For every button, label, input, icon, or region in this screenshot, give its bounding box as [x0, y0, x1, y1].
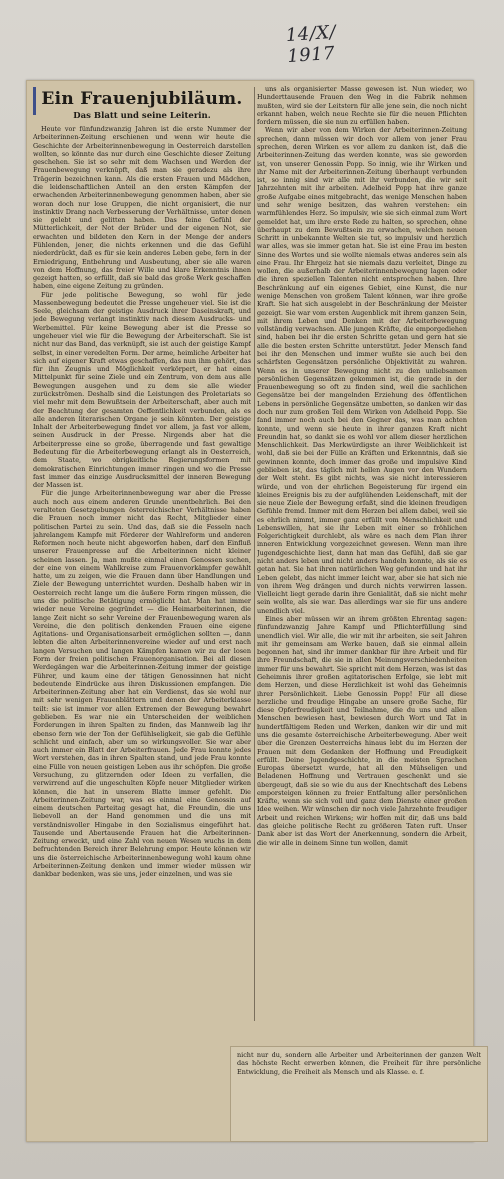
- column-rule: [254, 87, 255, 1021]
- handwritten-date: 14/X/ 1917: [285, 21, 337, 68]
- article-title: Ein Frauenjubiläum.: [41, 89, 243, 109]
- closing-paragraph: nicht nur du, sondern alle Arbeiter und Arbeiterinnen der ganzen Welt das höchste Recht erwerben können, die Freiheit für ihre persönliche Entwicklung, die Freiheit als Mensch und als Klasse. e. f.: [237, 1051, 481, 1076]
- article-subtitle: Das Blatt und seine Leiterin.: [73, 111, 211, 121]
- paragraph: Für die junge Arbeiterinnenbewegung war aber die Presse auch noch aus einem anderen Grunde unentbehrlich. Bei den veralteten Gesetzgebungen österreichischer Verhältnisse haben die Frauen noch immer nicht das Recht, Mitglieder einer politischen Partei zu sein. Und das, daß sie die Fesseln nach jahrelangem Kampfe mit Förderer der Wahlreform und anderen Reformen noch heute nicht abgeworfen haben, darf den Einfluß unserer Frauenpresse auf die Arbeiterinnen nicht kleiner scheinen lassen. Ja, man mußte einmal einen Genossen suchen, der eine von einem Wahlkreise zum Frauenvorkämpfer gewählt hatte, um zu zeigen, wie die Frauen dann über Handlungen und Ziele der Bewegung unterrichtet wurden. Deshalb haben wir in Oesterreich recht lange um die äußere Form ringen müssen, die uns die politische Betätigung ermöglicht hat. Man hat immer wieder neue Vereine gegründet — die Heimarbeiterinnen, die lange Zeit nicht so sehr Vereine der Frauenbewegung waren als Vereine, die den politisch denkenden Frauen eine eigene Agitations- und Organisationsarbeit ermöglichen sollten —, dann lebten die alten Arbeiterinnenvereine wieder auf und erst nach langen Versuchen und langen Kämpfen kamen wir zu der losen Form der freien politischen Frauenorganisation. Bei all diesen Werdegängen war die Arbeiterinnen-Zeitung immer der geistige Führer, und kaum eine der tätigen Genossinnen hat nicht bedeutende Eindrücke aus ihren Diskussionen empfangen. Die Arbeiterinnen-Zeitung aber hat ein Verdienst, das sie wohl nur mit sehr wenigen Frauenblättern und denen der Arbeiterklasse teilt: sie ist immer vor allen Extremen der Bewegung bewahrt geblieben. Es war nie ein Unterscheiden der weiblichen Forderungen in ihren Spalten zu finden, das Mannweib lag ihr ebenso fern wie der Ton der Gefühlseligkeit, sie gab die Gefühle schlicht und einfach, aber um so wirkungsvoller. Sie war aber auch immer ein Blatt der Arbeiterfrauen. Jede Frau konnte jedes Wort verstehen, das in ihren Spalten stand, und jede Frau konnte eine Fülle von neuen geistigen Leben aus ihr schöpfen. Die große Versuchung, zu glitzernden oder Ideen zu verfallen, die verwirrend auf die ungeschulten Köpfe neuer Mitglieder wirken können, die hat in unserem Blatte immer gefehlt. Die Arbeiterinnen-Zeitung war, was es einmal eine Genossin auf einem deutschen Parteitag gesagt hat, die Freundin, die uns liebevoll an der Hand genommen und die uns mit verständnisvoller Hingabe in den Sozialismus eingeführt hat. Tausende und Abertausende Frauen hat die Arbeiterinnen-Zeitung erweckt, und eine Zahl von neuen Wesen wuchs in dem befruchtenden Bereich ihrer Belehrung empor. Heute können wir uns die österreichische Arbeiterinnenbewegung wohl kaum ohne Arbeiterinnen-Zeitung denken und immer wieder müssen wir dankbar bedenken, was sie uns, jeder einzelnen, und was sie: [33, 489, 251, 879]
- right-column: [257, 85, 467, 1021]
- left-column: [33, 85, 251, 1141]
- article-tail: [230, 1046, 488, 1142]
- paragraph: Für jede politische Bewegung, so wohl für jede Massenbewegung bedeutet die Presse ungeheuer viel. Sie ist die Seele, gleichsam der geistige Ausdruck ihrer Daseinskraft, und jede Bewegung verlangt instinktiv nach diesem Ausdrucks- und Werbemittel. Für keine Bewegung aber ist die Presse so ungeheuer viel wie für die Bewegung der Arbeiterschaft. Sie ist nicht nur das Band, das verknüpft, sie ist auch der geistige Kampf selbst, in einer veredelten Form. Der arme, heimliche Arbeiter hat sich auf eigener Kraft etwas geschaffen, das nun ihm gehört, das für ihn Zeugnis und Möglichkeit verkörpert, er hat einen Mittelpunkt für seine Ziele und ein Zentrum, von dem aus alle Bewegungen ausgehen und zu dem sie alle wieder zurückströmen. Deshalb sind die Leistungen des Proletariats so viel mehr mit dem Bewußtsein der Arbeiterschaft, aber auch mit der Beachtung der gesamten Oeffentlichkeit verbunden, als es alle anderen literarischen Organe je sein könnten. Der geistige Inhalt der Arbeiterbewegung findet vor allem, ja fast vor allem, seinen Ausdruck in der Presse. Nirgends aber hat die Arbeiterpresse eine so große, überragende und fast gewaltige Bedeutung für die Arbeiterbewegung erlangt als in Oesterreich, dem Staate, wo obrigkeitliche Regierungsformen mit demokratischen Einrichtungen immer ringen und wo die Presse fast immer das einzige Ausdrucksmittel der inneren Bewegung der Massen ist.: [33, 290, 251, 490]
- newspaper-clipping: [26, 80, 474, 1142]
- paragraph: Wenn wir aber von dem Wirken der Arbeiterinnen-Zeitung sprechen, dann müssen wir doch vor allem von jener Frau sprechen, deren Wirken es vor allem zu danken ist, daß die Arbeiterinnen-Zeitung das werden konnte, was sie geworden ist, von unserer Genossin Popp. So innig, wie ihr Wirken und ihr Name mit der Arbeiterinnen-Zeitung überhaupt verbunden ist, so innig sind wir alle mit ihr verbunden, die wir seit Jahrzehnten mit ihr arbeiten. Adelheid Popp hat ihre ganze große Aufgabe eines mitgebracht, das wenige Menschen haben und sehr wenige besitzen, das wahren verstehen: ein warmfühlendes Herz. So impulsiv, wie sie sich einmal zum Wort gemeldet hat, um ihre erste Rede zu halten, so sprechen, ohne überhaupt zu dem Bewußtsein zu erwachen, welchen neuen Schritt in unbekannte Welten sie tut, so impulsiv und herzlich war alles, was sie immer getan hat. Sie ist eine Frau im besten Sinne des Wortes und sie wollte niemals etwas anderes sein als eine Frau. Ihr Ehrgeiz hat sie niemals dazu verleitet, Dinge zu wollen, die außerhalb der Arbeiterinnenbewegung lagen oder die ihren speziellen Talenten nicht entsprochen haben. Ihre Beschränkung auf ein eigenes Gebiet, eine Kunst, die nur wenige Menschen von großem Talent können, war ihre große Kraft. Sie hat sich ausgelebt in der Beschränkung der Meister gezeigt. Sie war vom ersten Augenblick mit ihrem ganzen Sein, mit ihrem Leben und Denken mit der Arbeiterbewegung vollständig verwachsen. Alle jungen Kräfte, die emporgediehen sind, haben bei ihr die ersten Schritte getan und gern hat sie alle die besten ersten Schritte unterstützt. Jeder Mensch fand bei ihr den Menschen und immer wußte sie auch bei den schärfsten Gegensätzen persönliche Objektivität zu wahren. Wenn es in unserer Bewegung nicht zu den unliebsamen persönlichen Gegensätzen gekommen ist, die gerade in der Frauenbewegung so oft zu finden sind, weil die sachlichen Gegensätze bei der mangelnden Erziehung des öffentlichen Lebens in persönliche Gegensätze umbetten, so danken wir das doch nur zum großen Teil dem Wirken von Adelheid Popp. Sie fand immer noch auch bei den Gegner das, was man achten konnte, und wenn sie heute in ihrer ganzen Kraft nicht Freundin hat, so dankt sie es wohl vor allem dieser herzlichen Menschlichkeit. Das Merkwürdigste an ihrer Weiblichkeit ist wohl, daß sie bei der Fülle an Kräften und Erkenntnis, daß sie gewinnen konnte, doch immer das große und impulsive Kind geblieben ist, das täglich mit hellen Augen vor den Wundern der Welt steht. Es gibt nichts, was sie nicht interessieren würde, und von der ehrlichen Begeisterung für irgend ein kleines Ereignis bis zu der aufglühenden Leidenschaft, mit der sie neue Ziele der Bewegung erfaßt, sind die kleinen freudigen Gefühle fremd. Immer mit dem Herzen bei allem dabei, weil sie es ehrlich nimmt, immer ganz erfüllt vom Menschlichkeit und Lebenswillen, hat sie ihr Leben mit einer so fröhlichen Folgerichtigkeit durchlebt, als wäre es nach dem Plan ihrer inneren Entwicklung vorgezeichnet gewesen. Wenn man ihre Jugendgeschichte liest, dann hat man das Gefühl, daß sie gar nicht anders leben und nicht anders handeln konnte, als sie es getan hat. Sie hat ihren natürlichen Weg gefunden und hat ihr Leben gelebt, das nicht immer leicht war, aber sie hat sich nie von ihrem Weg drängen und durch nichts verwirren lassen. Vielleicht liegt gerade darin ihre Genialität, daß sie nicht mehr sein wollte, als sie war. Das allerdings war sie für uns andere unendlich viel.: [257, 126, 467, 615]
- paragraph: Heute vor fünfundzwanzig Jahren ist die erste Nummer der Arbeiterinnen-Zeitung erschienen und wenn wir heute die Geschichte der Arbeiterinnenbewegung in Oesterreich darstellen wollten, so könnte das nur durch eine Geschichte dieser Zeitung geschehen. Sie ist so sehr mit dem Wachsen und Werden der Frauenbewegung verknüpft, daß man sie geradezu als ihre Trägerin bezeichnen kann. Als die ersten Frauen und Mädchen, die leidenschaftlichen Anteil an den ersten Kämpfen der erwachenden Arbeiterinnenbewegung genommen haben, aber sie woran doch nur lose Gruppen, die nicht organisiert, die nur instinktiv Drang nach Verbesserung der Verhältnisse, unter denen sie gelebt und gelitten haben. Das feine Gefühl der Mütterlichkeit, der Not der Brüder und der eigenen Not, sie erwachten und bildeten den Kern in der Menge der anders Fühlenden, jener, die nichts erkennen und die das Gefühl niederdrückt, daß es für sie kein anderes Leben gebe, fern in der Erniedrigung, Entbehrung und Ausbeutung, aber sie alle waren von dem Hoffnung, das freier Wille und klare Erkenntnis ihnen gezeigt hatten, so erfüllt, daß sie bald das große Werk geschaffen haben, eine eigene Zeitung zu gründen.: [33, 125, 251, 291]
- paragraph: uns als organisierter Masse gewesen ist. Nun wieder, wo Hunderttausende Frauen den Weg in die Fabrik nehmen mußten, wird sie der Leitstern für alle jene sein, die noch nicht erkannt haben, welch neue Rechte sie für die neuen Pflichten fordern müssen, die sie nun zu erfüllen haben.: [257, 85, 467, 127]
- paragraph: Eines aber müssen wir an ihrem größten Ehrentag sagen: fünfundzwanzig Jahre Kampf und Pflichterfüllung sind unendlich viel. Wir alle, die wir mit ihr arbeiten, sie seit Jahren mit ihr gemeinsam am Werke bauen, daß sie einmal allein begonnen hat, sind ihr immer dankbar für ihre Arbeit und für ihre Freundschaft, die sie in allen Meinungsverschiedenheiten immer für uns bewahrt. Sie spricht mit dem Herzen, was ist das Geheimnis ihrer großen agitatorischen Erfolge, sie lebt mit dem Herzen, und diese Herzlichkeit ist wohl das Geheimnis ihrer Persönlichkeit. Liebe Genossin Popp! Für all diese herzliche und freudige Hingabe an unsere große Sache, für diese Opferfreudigkeit und Teilnahme, die du uns und allen Menschen bewiesen hast, bewiesen durch Wort und Tat in hundertfältigem Reden und Werken, danken wir dir und mit uns die gesamte österreichische Arbeiterbewegung. Aber weit über die Grenzen Oesterreichs hinaus lebt du im Herzen der Frauen mit dem Gedanken der Hoffnung und Freudigkeit erfüllt. Deine Jugendgeschichte, in die meisten Sprachen Europas übersetzt wurde, hat all den Mühseligen und Beladenen Hoffnung und Vertrauen geschenkt und sie übergeugt, daß sie so wie du aus der Knechtschaft des Lebens emporsteigen können zu freier Entfaltung aller persönlichen Kräfte, wenn sie sich voll und ganz dem Dienste einer großen Idee weihen. Wir wünschen dir noch viele Jahrzehnte freudiger Arbeit und reichen Wirkens; wir hoffen mit dir, daß uns bald das gleiche politische Recht zu größeren Taten ruft. Unser Dank aber ist das Wort der Anerkennung, sondern die Arbeit, die wir alle in deinem Sinne tun wollen, damit: [257, 615, 467, 847]
